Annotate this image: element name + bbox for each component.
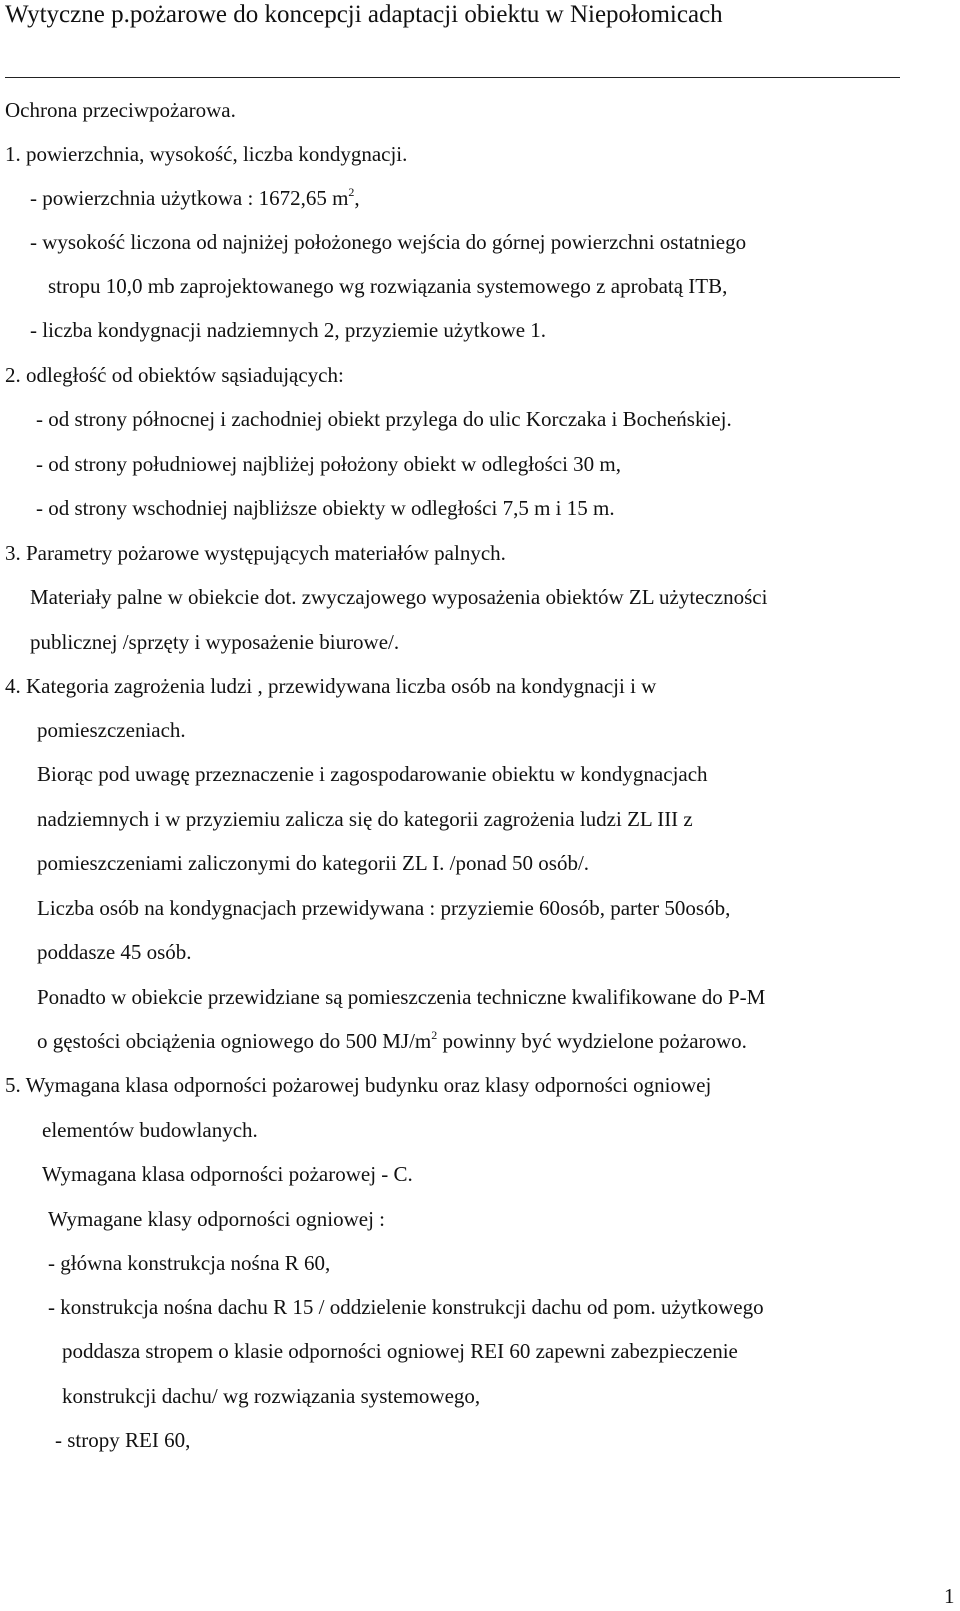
materials-line-1: Materiały palne w obiekcie dot. zwyczajowego wyposażenia obiektów ZL użyteczności <box>30 585 768 609</box>
title-divider <box>5 77 900 78</box>
fire-resistance-classes-heading: Wymagane klasy odporności ogniowej : <box>48 1207 385 1231</box>
ceilings-line: - stropy REI 60, <box>55 1428 191 1452</box>
technical-rooms-line-2: o gęstości obciążenia ogniowego do 500 $MJ/m^2$ powinny być wydzielone pożarowo. <box>37 1028 747 1053</box>
roof-structure-line-1: - konstrukcja nośna dachu R 15 / oddzielenie konstrukcji dachu od pom. użytkowego <box>48 1295 764 1319</box>
height-line-1: - wysokość liczona od najniżej położonego wejścia do górnej powierzchni ostatniego <box>30 230 747 254</box>
section-5-heading-2: elementów budowlanych. <box>42 1118 258 1142</box>
category-line-1: Biorąc pod uwagę przeznaczenie i zagospodarowanie obiektu w kondygnacjach <box>37 762 708 786</box>
section-3-heading: 3. Parametry pożarowe występujących materiałów palnych. <box>5 541 506 565</box>
section-2-heading: 2. odległość od obiektów sąsiadujących: <box>5 363 344 387</box>
south-distance-line: - od strony południowej najbliżej położony obiekt w odległości 30 m, <box>36 452 621 476</box>
document-title: Wytyczne p.pożarowe do koncepcji adaptacji obiektu w Niepołomicach <box>5 1 723 28</box>
category-line-3: pomieszczeniami zaliczonymi do kategorii ZL I. /ponad 50 osób/. <box>37 851 590 875</box>
floors-line: - liczba kondygnacji nadziemnych 2, przyziemie użytkowe 1. <box>30 318 547 342</box>
east-distance-line: - od strony wschodniej najbliższe obiekty w odległości 7,5 m i 15 m. <box>36 496 615 520</box>
section-4-heading-2: pomieszczeniach. <box>37 718 186 742</box>
page-number: 1 <box>944 1584 955 1608</box>
materials-line-2: publicznej /sprzęty i wyposażenie biurowe/. <box>30 630 400 654</box>
category-line-2: nadziemnych i w przyziemiu zalicza się do kategorii zagrożenia ludzi ZL III z <box>37 807 693 831</box>
usable-area-line: - powierzchnia użytkowa : 1672,65 $m^2$, <box>30 185 360 210</box>
persons-line-1: Liczba osób na kondygnacjach przewidywana : przyziemie 60osób, parter 50osób, <box>37 896 731 920</box>
north-distance-line: - od strony północnej i zachodniej obiekt przylega do ulic Korczaka i Bocheńskiej. <box>36 407 732 431</box>
roof-structure-line-3: konstrukcji dachu/ wg rozwiązania systemowego, <box>62 1384 481 1408</box>
section-heading: Ochrona przeciwpożarowa. <box>5 98 236 122</box>
roof-structure-line-2: poddasza stropem o klasie odporności ogniowej REI 60 zapewni zabezpieczenie <box>62 1339 738 1363</box>
section-4-heading-1: 4. Kategoria zagrożenia ludzi , przewidywana liczba osób na kondygnacji i w <box>5 674 657 698</box>
persons-line-2: poddasze 45 osób. <box>37 940 192 964</box>
technical-rooms-line-1: Ponadto w obiekcie przewidziane są pomieszczenia techniczne kwalifikowane do P-M <box>37 985 766 1009</box>
height-line-2: stropu 10,0 mb zaprojektowanego wg rozwiązania systemowego z aprobatą ITB, <box>48 274 728 298</box>
section-5-heading-1: 5. Wymagana klasa odporności pożarowej budynku oraz klasy odporności ogniowej <box>5 1073 712 1097</box>
section-1-heading: 1. powierzchnia, wysokość, liczba kondygnacji. <box>5 142 408 166</box>
fire-resistance-class: Wymagana klasa odporności pożarowej - C. <box>42 1162 413 1186</box>
main-structure-line: - główna konstrukcja nośna R 60, <box>48 1251 331 1275</box>
